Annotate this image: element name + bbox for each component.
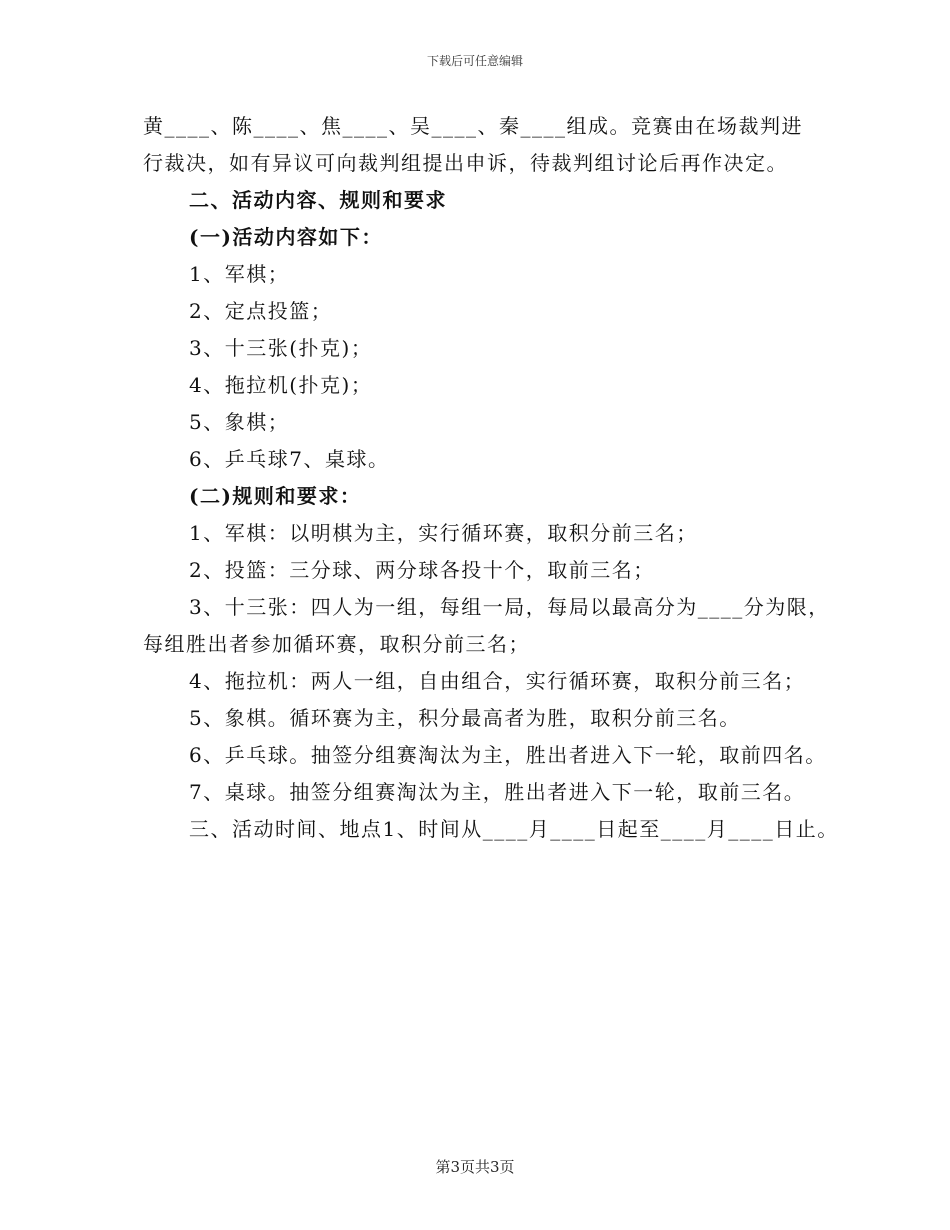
section-heading-3: 三、活动时间、地点1、时间从____月____日起至____月____日止。 xyxy=(189,817,839,841)
list-item-rule-6: 6、乒乓球。抽签分组赛淘汰为主，胜出者进入下一轮，取前四名。 xyxy=(189,743,827,767)
list-item-rule-3: 3、十三张：四人为一组，每组一局，每局以最高分为____分为限， xyxy=(189,595,830,619)
list-item-activity-4: 4、拖拉机(扑克)； xyxy=(189,373,373,397)
list-item-rule-5: 5、象棋。循环赛为主，积分最高者为胜，取积分前三名。 xyxy=(189,706,741,730)
paragraph-line-2: 行裁决，如有异议可向裁判组提出申诉，待裁判组讨论后再作决定。 xyxy=(143,151,788,175)
page-number: 第3页共3页 xyxy=(435,1158,515,1176)
list-item-activity-1: 1、军棋； xyxy=(189,262,290,286)
list-item-rule-1: 1、军棋：以明棋为主，实行循环赛，取积分前三名； xyxy=(189,521,698,545)
list-item-rule-2: 2、投篮：三分球、两分球各投十个，取前三名； xyxy=(189,558,655,582)
list-item-rule-4: 4、拖拉机：两人一组，自由组合，实行循环赛，取积分前三名； xyxy=(189,669,806,693)
list-item-activity-3: 3、十三张(扑克)； xyxy=(189,336,373,360)
subsection-heading-rules: (二)规则和要求： xyxy=(189,484,362,508)
header-note: 下载后可任意编辑 xyxy=(426,54,523,68)
list-item-activity-2: 2、定点投篮； xyxy=(189,299,333,323)
list-item-activity-5: 5、象棋； xyxy=(189,410,290,434)
list-item-activity-6: 6、乒乓球7、桌球。 xyxy=(189,447,390,471)
list-item-rule-7: 7、桌球。抽签分组赛淘汰为主，胜出者进入下一轮，取前三名。 xyxy=(189,780,806,804)
subsection-heading-content: (一)活动内容如下： xyxy=(189,225,383,249)
document-body xyxy=(143,108,839,848)
section-heading-2: 二、活动内容、规则和要求 xyxy=(189,188,447,212)
list-item-rule-3-continued: 每组胜出者参加循环赛，取积分前三名； xyxy=(143,632,530,656)
paragraph-line-1: 黄____、陈____、焦____、吴____、秦____组成。竞赛由在场裁判进 xyxy=(143,114,803,138)
